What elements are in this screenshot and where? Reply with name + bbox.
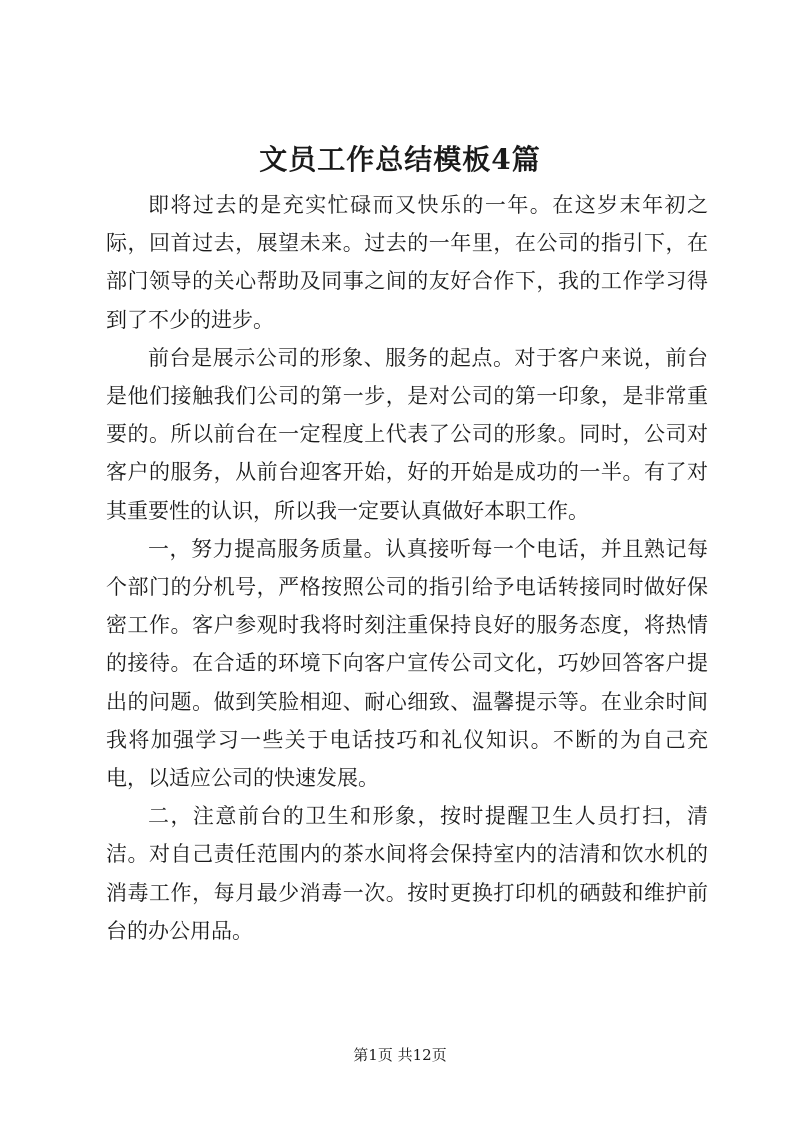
- paragraph-intro: 即将过去的是充实忙碌而又快乐的一年。在这岁末年初之际，回首过去，展望未来。过去的一年里，在公司的指引下，在部门领导的关心帮助及同事之间的友好合作下，我的工作学习得到了不少的进步。: [106, 193, 708, 332]
- document-body: [106, 186, 708, 950]
- page-number-footer: 第1页 共12页: [353, 1046, 447, 1064]
- paragraph-hygiene: 二，注意前台的卫生和形象，按时提醒卫生人员打扫，清洁。对自己责任范围内的茶水间将会保持室内的洁清和饮水机的消毒工作，每月最少消毒一次。按时更换打印机的硒鼓和维护前台的办公用品。: [106, 804, 708, 943]
- page-title: 文员工作总结模板4篇: [259, 143, 541, 176]
- paragraph-front-desk: 前台是展示公司的形象、服务的起点。对于客户来说，前台是他们接触我们公司的第一步，是对公司的第一印象，是非常重要的。所以前台在一定程度上代表了公司的形象。同时，公司对客户的服务，从前台迎客开始，好的开始是成功的一半。有了对其重要性的认识，所以我一定要认真做好本职工作。: [106, 345, 708, 523]
- paragraph-service-quality: 一，努力提高服务质量。认真接听每一个电话，并且熟记每个部门的分机号，严格按照公司的指引给予电话转接同时做好保密工作。客户参观时我将时刻注重保持良好的服务态度，将热情的接待。在合适的环境下向客户宣传公司文化，巧妙回答客户提出的问题。做到笑脸相迎、耐心细致、温馨提示等。在业余时间我将加强学习一些关于电话技巧和礼仪知识。不断的为自己充电，以适应公司的快速发展。: [106, 536, 708, 791]
